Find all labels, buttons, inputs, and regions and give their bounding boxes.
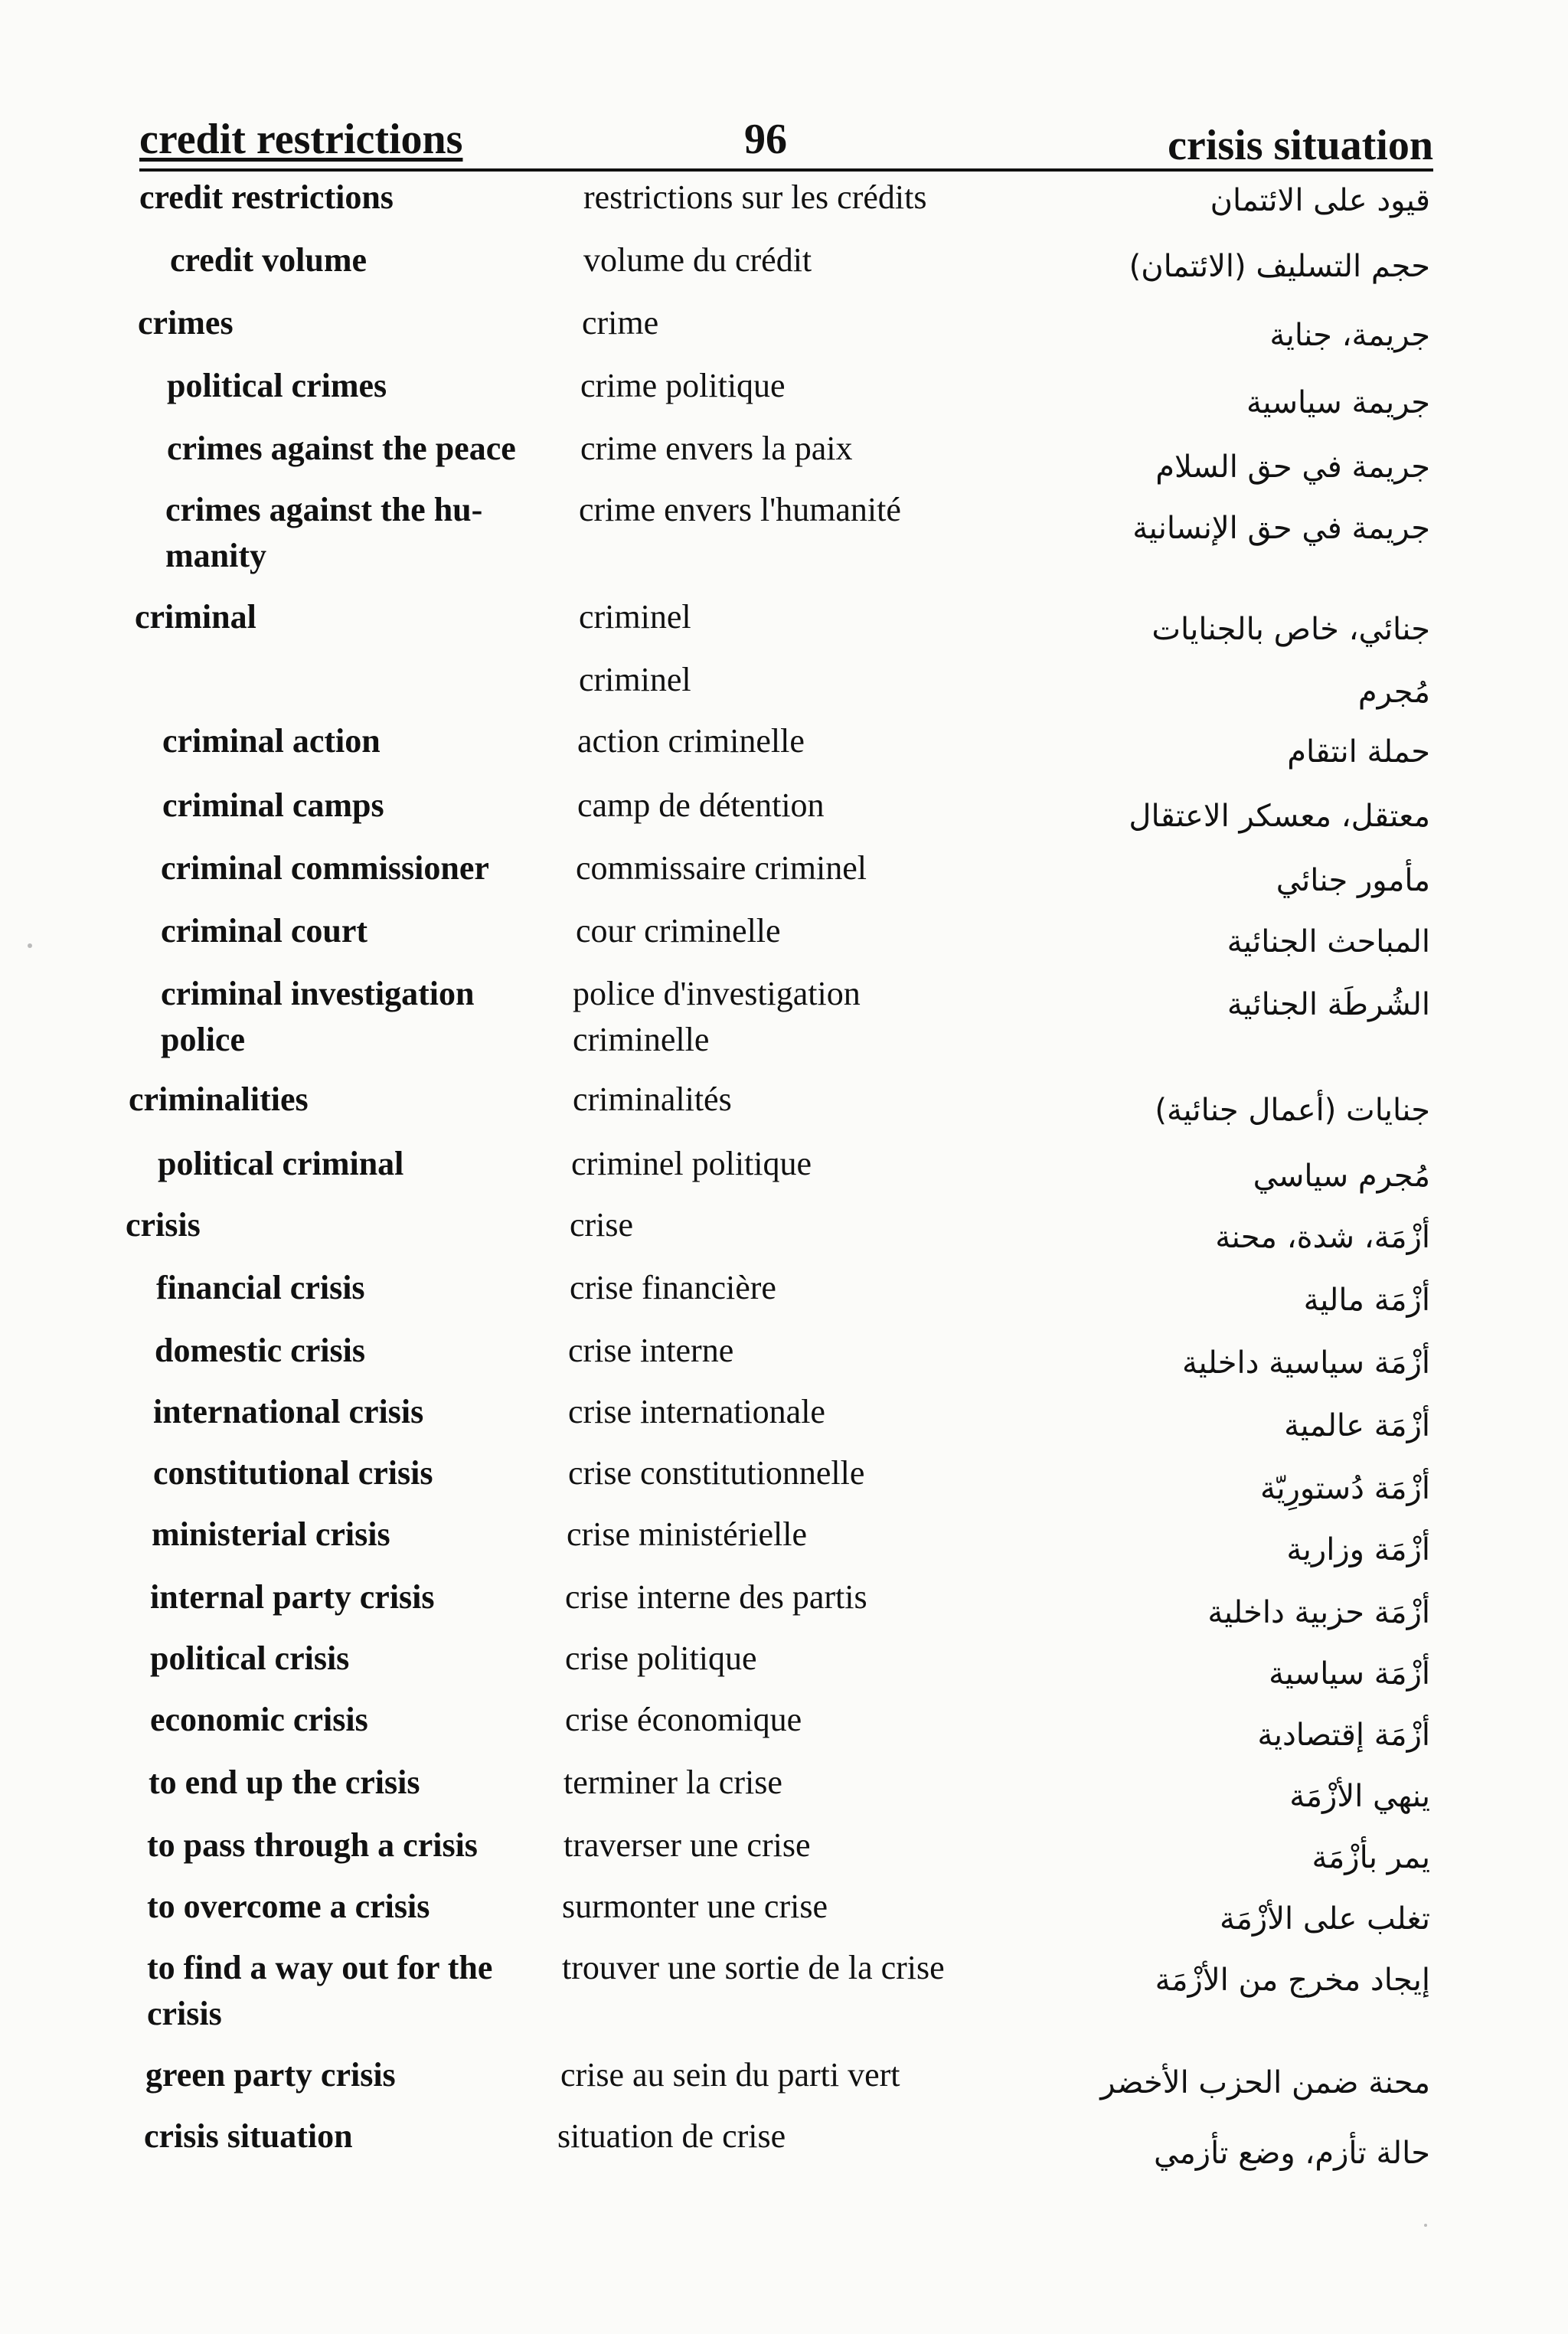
english-term: criminal commissioner (161, 849, 489, 887)
english-term: criminal (135, 598, 256, 636)
french-term: cour criminelle (576, 912, 781, 950)
french-term: crise au sein du parti vert (560, 2056, 900, 2094)
arabic-term: أزْمَة سياسية (1269, 1656, 1430, 1692)
arabic-term: ينهي الأزْمَة (1289, 1779, 1430, 1814)
french-term: police d'investigation criminelle (573, 975, 861, 1058)
english-term: to find a way out for the crisis (147, 1949, 493, 2032)
french-term: crise (570, 1206, 634, 1244)
french-term: commissaire criminel (576, 849, 867, 887)
english-term: financial crisis (156, 1269, 365, 1306)
arabic-term: يمر بأزْمَة (1312, 1840, 1430, 1875)
french-term: trouver une sortie de la crise (562, 1949, 945, 1986)
french-term: criminel politique (571, 1145, 812, 1182)
arabic-term: أزْمَة سياسية داخلية (1182, 1345, 1430, 1381)
arabic-term: أزْمَة إقتصادية (1257, 1718, 1430, 1753)
french-term: crise constitutionnelle (568, 1454, 865, 1492)
english-term: constitutional crisis (153, 1454, 433, 1492)
french-term: crime envers l'humanité (579, 491, 901, 528)
english-term: criminal court (161, 912, 368, 950)
english-term: domestic crisis (155, 1332, 365, 1369)
french-term: crise politique (565, 1639, 757, 1677)
english-term: international crisis (153, 1393, 424, 1430)
english-term: internal party crisis (150, 1578, 435, 1616)
english-term: green party crisis (145, 2056, 396, 2094)
french-term: crime (582, 304, 659, 342)
english-term: credit volume (170, 241, 368, 279)
english-term: credit restrictions (139, 178, 394, 216)
arabic-term: جنائي، خاص بالجنايات (1152, 612, 1430, 647)
arabic-term: جنايات (أعمال جنائية) (1155, 1093, 1430, 1128)
english-term: crisis situation (144, 2117, 353, 2155)
header-right-guide-word: crisis situation (1168, 122, 1433, 169)
french-term: crise interne des partis (565, 1578, 867, 1616)
french-term: restrictions sur les crédits (583, 178, 927, 216)
english-term: to overcome a crisis (147, 1888, 430, 1925)
french-term: surmonter une crise (562, 1888, 828, 1925)
arabic-term: جريمة، جناية (1269, 318, 1430, 353)
arabic-term: معتقل، معسكر الاعتقال (1129, 799, 1430, 834)
arabic-term: مُجرم (1357, 675, 1430, 710)
french-term: crise financière (570, 1269, 776, 1306)
english-term: crimes against the peace (167, 430, 516, 467)
french-term: crime envers la paix (580, 430, 853, 467)
french-term: terminer la crise (564, 1764, 782, 1801)
english-term: to end up the crisis (149, 1764, 420, 1801)
english-term: to pass through a crisis (147, 1826, 478, 1864)
english-term: political criminal (158, 1145, 404, 1182)
arabic-term: جريمة سياسية (1246, 385, 1430, 420)
english-term: political crisis (150, 1639, 350, 1677)
french-term: crise interne (568, 1332, 734, 1369)
arabic-term: مُجرم سياسي (1253, 1159, 1430, 1194)
arabic-term: مأمور جنائي (1276, 863, 1430, 898)
english-term: ministerial crisis (152, 1515, 390, 1553)
arabic-term: أزْمَة عالمية (1284, 1408, 1430, 1443)
arabic-term: حملة انتقام (1287, 734, 1430, 770)
french-term: situation de crise (557, 2117, 786, 2155)
arabic-term: أزْمَة حزبية داخلية (1207, 1595, 1430, 1630)
header-left-guide-word: credit restrictions (139, 116, 463, 163)
english-term: crimes against the hu-manity (165, 491, 483, 574)
french-term: criminalités (573, 1080, 732, 1118)
arabic-term: حالة تأزم، وضع تأزمي (1154, 2136, 1430, 2171)
arabic-term: أزْمَة مالية (1303, 1283, 1430, 1318)
arabic-term: محنة ضمن الحزب الأخضر (1100, 2065, 1430, 2100)
french-term: action criminelle (577, 722, 805, 760)
english-term: crimes (138, 304, 234, 342)
french-term: crise économique (565, 1701, 802, 1738)
page-number: 96 (744, 116, 787, 163)
french-term: camp de détention (577, 786, 825, 824)
english-term: political crimes (167, 367, 387, 404)
french-term: crise internationale (568, 1393, 825, 1430)
arabic-term: جريمة في حق السلام (1155, 449, 1430, 485)
french-term: criminel (579, 598, 691, 636)
scan-speck (1424, 2224, 1427, 2227)
french-term: crise ministérielle (567, 1515, 807, 1553)
arabic-term: قيود على الائتمان (1210, 183, 1430, 218)
french-term: traverser une crise (564, 1826, 811, 1864)
english-term: economic crisis (150, 1701, 368, 1738)
english-term: criminal action (162, 722, 381, 760)
arabic-term: تغلب على الأزْمَة (1220, 1901, 1430, 1937)
arabic-term: أزْمَة، شدة، محنة (1215, 1220, 1430, 1255)
arabic-term: المباحث الجنائية (1227, 924, 1430, 959)
arabic-term: جريمة في حق الإنسانية (1132, 511, 1430, 546)
arabic-term: إيجاد مخرج من الأزْمَة (1155, 1963, 1430, 1998)
scan-speck (28, 943, 32, 948)
french-term: volume du crédit (583, 241, 812, 279)
arabic-term: أزْمَة دُستورِيّة (1260, 1471, 1430, 1506)
english-term: crisis (126, 1206, 201, 1244)
arabic-term: حجم التسليف (الائتمان) (1129, 249, 1430, 284)
running-header (139, 107, 1433, 172)
arabic-term: الشُرطَة الجنائية (1227, 987, 1430, 1022)
arabic-term: أزْمَة وزارية (1286, 1532, 1430, 1567)
french-term: criminel (579, 661, 691, 698)
english-term: criminal camps (162, 786, 384, 824)
english-term: criminalities (129, 1080, 309, 1118)
french-term: crime politique (580, 367, 786, 404)
english-term: criminal investigation police (161, 975, 475, 1058)
